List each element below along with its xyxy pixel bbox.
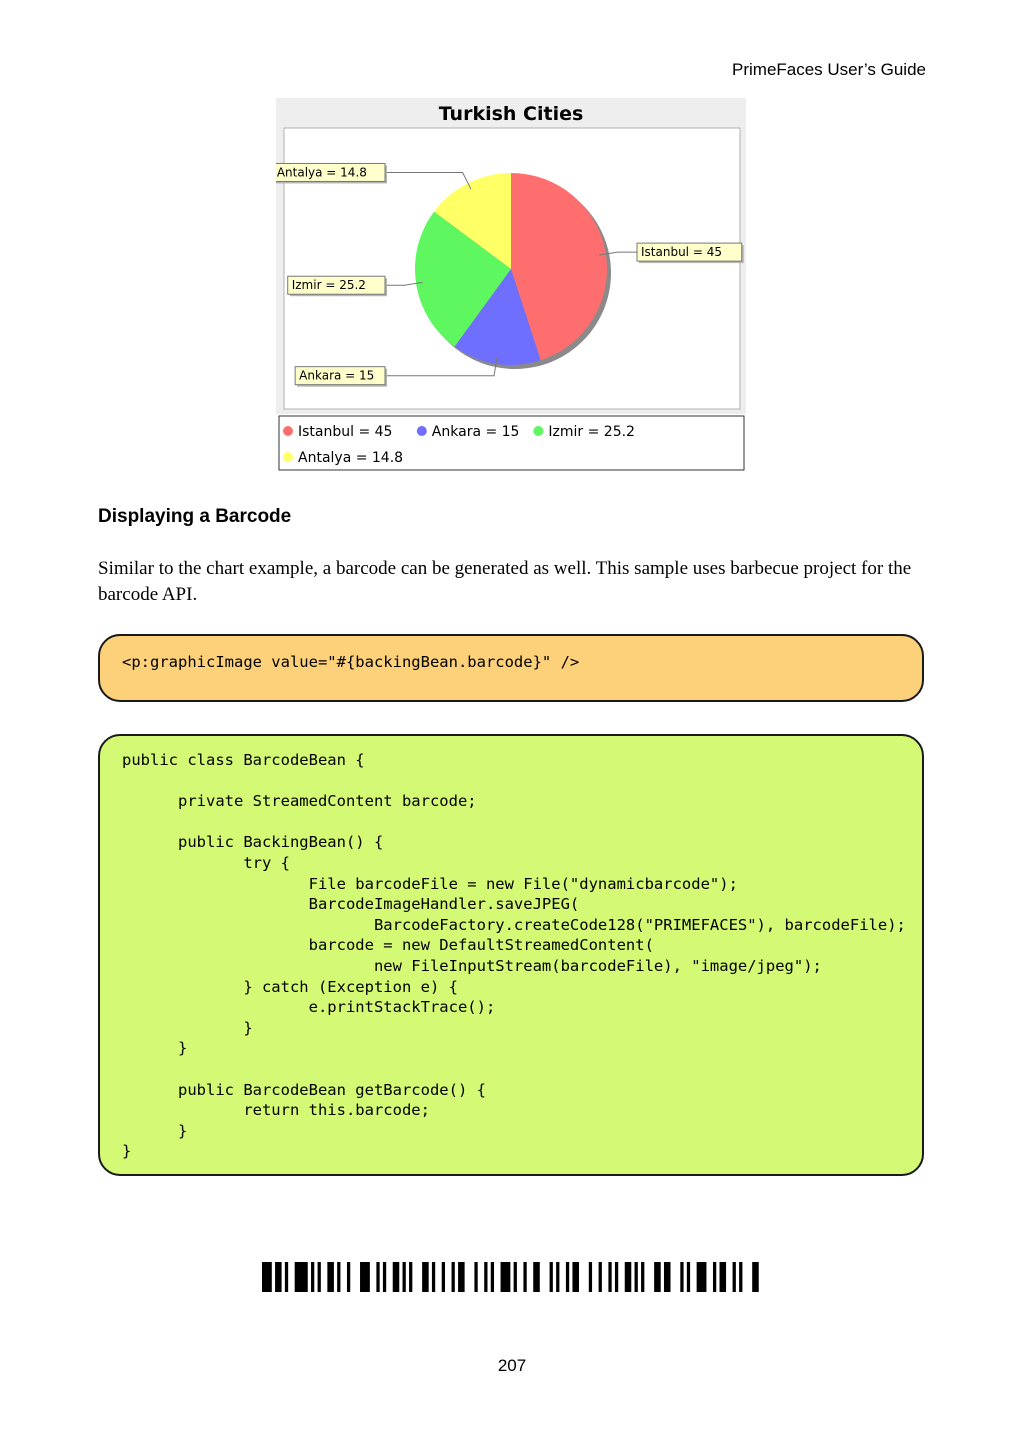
code-line: public BackingBean() {: [122, 833, 384, 852]
barcode-bar: [432, 1262, 435, 1292]
barcode-bar: [491, 1262, 494, 1292]
barcode-bar: [680, 1262, 683, 1292]
barcode-bar: [720, 1262, 727, 1292]
barcode-bar: [697, 1262, 707, 1292]
chart-title: Turkish Cities: [438, 103, 584, 125]
barcode-bar: [739, 1262, 742, 1292]
barcode-bar: [752, 1262, 759, 1292]
barcode-bar: [360, 1262, 370, 1292]
legend-marker: [533, 426, 543, 436]
code-line: }: [122, 1018, 253, 1037]
barcode-bar: [285, 1262, 288, 1292]
barcode-bar: [295, 1262, 308, 1292]
barcode-image: [262, 1262, 762, 1292]
barcode-bar: [318, 1262, 321, 1292]
barcode-bar: [589, 1262, 592, 1292]
code-line: new FileInputStream(barcodeFile), "image/jpeg");: [122, 956, 822, 975]
callout-label: Ankara = 15: [299, 368, 375, 383]
code-line: [122, 771, 922, 792]
barcode-bar: [733, 1262, 736, 1292]
barcode-bar: [599, 1262, 602, 1292]
barcode-bar: [442, 1262, 445, 1292]
code-line: public class BarcodeBean {: [122, 751, 365, 769]
barcode-bar: [687, 1262, 690, 1292]
barcode-bar: [376, 1262, 379, 1292]
java-code-block: [98, 734, 924, 1176]
legend-label: Istanbul = 45: [298, 424, 393, 440]
callout-label: Antalya = 14.8: [276, 165, 367, 180]
barcode-bar: [403, 1262, 406, 1292]
code-line: BarcodeImageHandler.saveJPEG(: [122, 895, 580, 914]
legend-label: Ankara = 15: [431, 424, 520, 440]
barcode-bar: [713, 1262, 716, 1292]
code-line: [122, 1059, 922, 1080]
legend-label: Antalya = 14.8: [298, 450, 404, 466]
code-line: return this.barcode;: [122, 1101, 430, 1120]
barcode-bar: [383, 1262, 386, 1292]
barcode-bar: [550, 1262, 553, 1292]
barcode-bar: [422, 1262, 429, 1292]
section-heading: Displaying a Barcode: [98, 506, 292, 527]
barcode-bar: [533, 1262, 540, 1292]
barcode-bar: [523, 1262, 526, 1292]
barcode-bar: [556, 1262, 559, 1292]
barcode-bar: [484, 1262, 487, 1292]
callout-label: Izmir = 25.2: [291, 278, 366, 293]
barcode-bar: [262, 1262, 272, 1292]
pie-chart-figure: [276, 98, 746, 472]
barcode-bar: [474, 1262, 477, 1292]
barcode-bar: [275, 1262, 282, 1292]
legend-marker: [283, 426, 293, 436]
code-line: File barcodeFile = new File("dynamicbarcode");: [122, 874, 738, 893]
barcode-bar: [654, 1262, 661, 1292]
code-line: } catch (Exception e) {: [122, 977, 458, 996]
code-line: }: [122, 1121, 188, 1140]
barcode-bar: [664, 1262, 671, 1292]
barcode-bar: [641, 1262, 644, 1292]
code-line: <p:graphicImage value="#{backingBean.barcode}" />: [122, 653, 580, 671]
code-line: try {: [122, 853, 290, 872]
barcode-bar: [452, 1262, 455, 1292]
page-number: 207: [497, 1356, 527, 1375]
barcode-bar: [625, 1262, 632, 1292]
xhtml-code-block: [98, 634, 924, 702]
barcode-bar: [311, 1262, 314, 1292]
pie-chart: [276, 98, 746, 472]
barcode-bar: [572, 1262, 579, 1292]
barcode-bar: [409, 1262, 412, 1292]
legend-label: Izmir = 25.2: [548, 424, 635, 440]
barcode-bar: [635, 1262, 638, 1292]
barcode-bar: [393, 1262, 400, 1292]
barcode-bar: [608, 1262, 611, 1292]
code-line: public BarcodeBean getBarcode() {: [122, 1080, 486, 1099]
barcode-bar: [566, 1262, 569, 1292]
barcode-bar: [337, 1262, 340, 1292]
code-line: }: [122, 1142, 132, 1161]
running-header: PrimeFaces User’s Guide: [732, 60, 926, 79]
legend-marker: [417, 426, 427, 436]
barcode-bar: [327, 1262, 334, 1292]
callout-label: Istanbul = 45: [641, 245, 722, 260]
barcode-bar: [514, 1262, 517, 1292]
barcode-bars: [262, 1262, 762, 1292]
barcode-bar: [458, 1262, 465, 1292]
barcode-bar: [615, 1262, 618, 1292]
code-line: [122, 812, 922, 833]
code-line: BarcodeFactory.createCode128("PRIMEFACES"), barcodeFile);: [122, 915, 906, 934]
legend-marker: [283, 452, 293, 462]
code-line: }: [122, 1039, 188, 1058]
code-line: e.printStackTrace();: [122, 998, 496, 1017]
code-line: barcode = new DefaultStreamedContent(: [122, 936, 654, 955]
body-paragraph: Similar to the chart example, a barcode can be generated as well. This sample uses barbecue project for the barcode API.: [98, 558, 912, 605]
code-line: private StreamedContent barcode;: [122, 792, 477, 811]
barcode-bar: [347, 1262, 350, 1292]
barcode-bar: [501, 1262, 511, 1292]
